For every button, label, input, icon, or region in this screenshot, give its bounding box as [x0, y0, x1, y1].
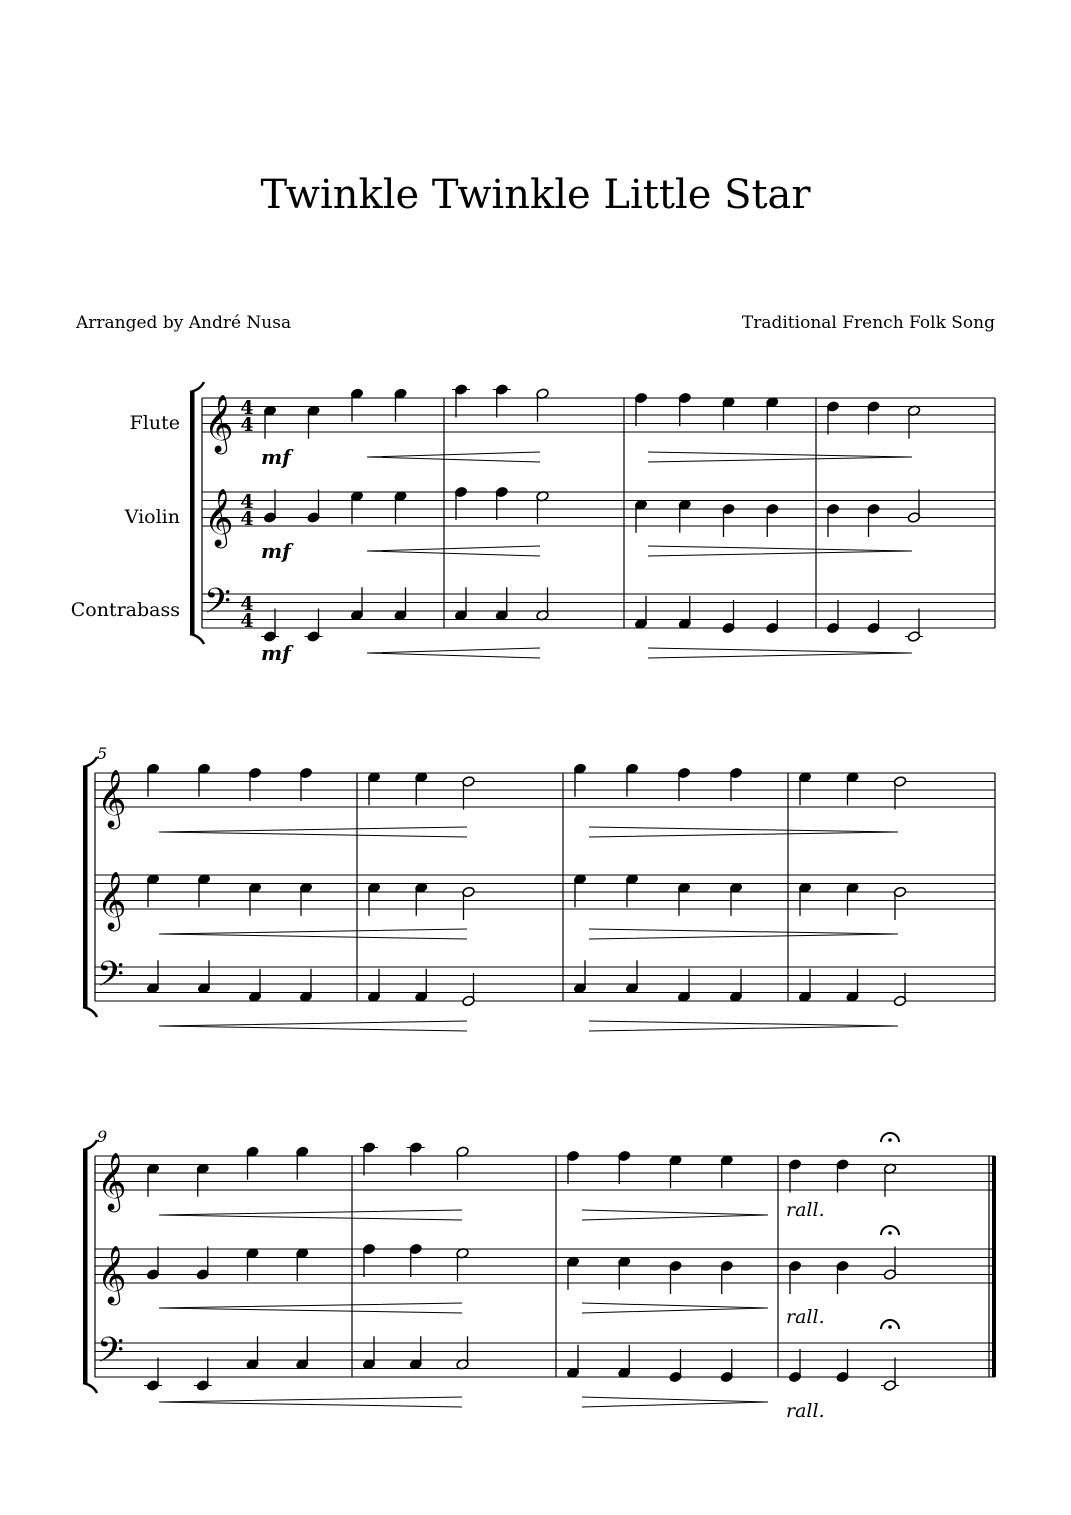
diminuendo-hairpin: [582, 1210, 768, 1220]
bracket-hook-bottom: [83, 1007, 97, 1017]
treble-clef-icon: 𝄞: [97, 1152, 127, 1210]
diminuendo-hairpin: [648, 546, 912, 556]
dynamic-mf: mf: [261, 445, 291, 469]
diminuendo-hairpin: [589, 1021, 898, 1031]
diminuendo-hairpin: [582, 1303, 768, 1313]
instrument-label-violin: Violin: [124, 506, 180, 528]
crescendo-hairpin: [159, 1210, 462, 1220]
crescendo-hairpin: [159, 827, 467, 837]
diminuendo-hairpin: [589, 827, 898, 837]
time-signature-top: 4: [240, 593, 254, 615]
time-signature-top: 4: [240, 397, 254, 419]
dynamic-mf: mf: [261, 641, 291, 665]
bass-clef-icon: 𝄢: [97, 1329, 125, 1379]
treble-clef-icon: 𝄞: [204, 488, 234, 546]
bracket-hook-top: [83, 757, 97, 767]
system-bracket: [83, 767, 88, 1007]
bracket-hook-top: [190, 382, 204, 392]
measure-number: 5: [97, 744, 108, 763]
bracket-hook-top: [83, 1140, 97, 1150]
tempo-marking-rall: rall.: [786, 1306, 825, 1328]
bass-clef-icon: 𝄢: [204, 580, 232, 630]
dynamic-mf: mf: [261, 539, 291, 563]
final-barline-thick: [992, 1156, 996, 1377]
measure-number: 9: [97, 1127, 108, 1146]
fermata-dot: [888, 1325, 892, 1329]
piece-title: Twinkle Twinkle Little Star: [260, 172, 811, 218]
crescendo-hairpin: [367, 648, 540, 658]
fermata-dot: [888, 1138, 892, 1142]
treble-clef-icon: 𝄞: [97, 871, 127, 929]
treble-clef-icon: 𝄞: [204, 394, 234, 452]
system-bracket: [190, 392, 195, 634]
treble-clef-icon: 𝄞: [97, 1245, 127, 1303]
diminuendo-hairpin: [589, 929, 898, 939]
diminuendo-hairpin: [648, 452, 912, 462]
bass-clef-icon: 𝄢: [97, 953, 125, 1003]
crescendo-hairpin: [159, 1021, 467, 1031]
bracket-hook-bottom: [190, 634, 204, 644]
time-signature-bottom: 4: [240, 508, 254, 530]
crescendo-hairpin: [159, 1397, 462, 1407]
time-signature-top: 4: [240, 491, 254, 513]
composer-credit: Traditional French Folk Song: [741, 313, 995, 333]
fermata-dot: [888, 1231, 892, 1235]
crescendo-hairpin: [159, 1303, 462, 1313]
diminuendo-hairpin: [648, 648, 912, 658]
instrument-label-flute: Flute: [129, 412, 180, 434]
crescendo-hairpin: [367, 452, 540, 462]
tempo-marking-rall: rall.: [786, 1400, 825, 1422]
time-signature-bottom: 4: [240, 414, 254, 436]
bracket-hook-bottom: [83, 1383, 97, 1393]
diminuendo-hairpin: [582, 1397, 768, 1407]
time-signature-bottom: 4: [240, 610, 254, 632]
treble-clef-icon: 𝄞: [97, 769, 127, 827]
crescendo-hairpin: [367, 546, 540, 556]
tempo-marking-rall: rall.: [786, 1199, 825, 1221]
instrument-label-contrabass: Contrabass: [70, 599, 180, 621]
crescendo-hairpin: [159, 929, 467, 939]
arranger-credit: Arranged by André Nusa: [76, 313, 292, 333]
system-bracket: [83, 1150, 88, 1383]
